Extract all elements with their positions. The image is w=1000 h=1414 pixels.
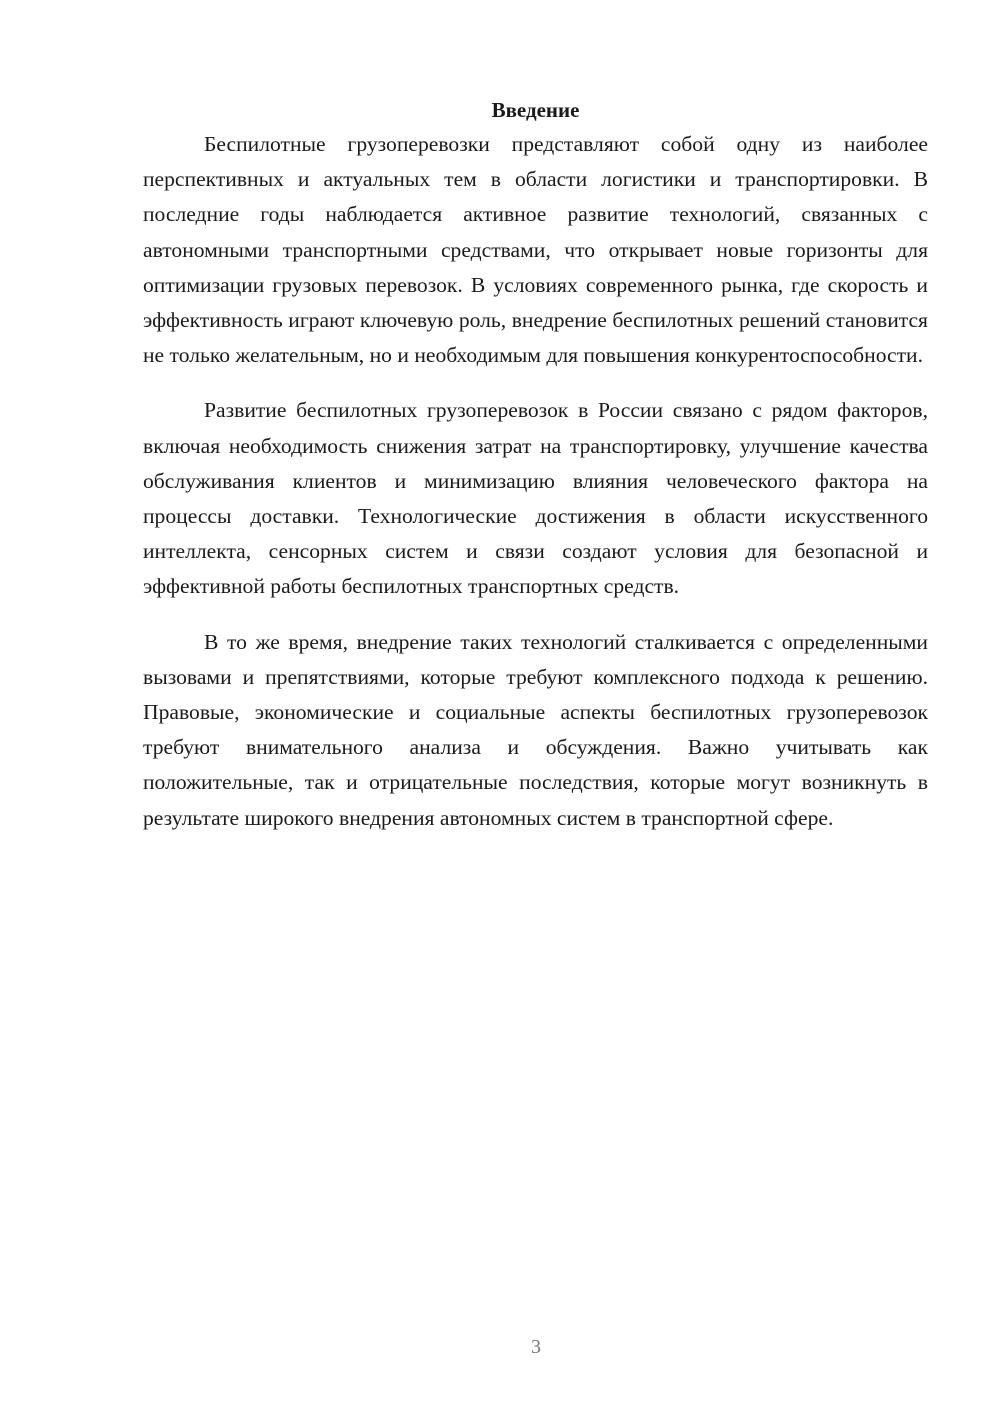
paragraph-1: Беспилотные грузоперевозки представляют собой одну из наиболее перспективных и актуальных тем в области логистики и транспортировки. В последние годы наблюдается активное развитие технологий, связанных с автономными транспортными средствами, что открывает новые горизонты для оптимизации грузовых перевозок. В условиях современного рынка, где скорость и эффективность играют ключевую роль, внедрение беспилотных решений становится не только желательным, но и необходимым для повышения конкурентоспособности.: [143, 132, 928, 368]
section-heading: Введение: [491, 98, 580, 122]
page-content: [143, 94, 928, 856]
paragraph-2: Развитие беспилотных грузоперевозок в России связано с рядом факторов, включая необходимость снижения затрат на транспортировку, улучшение качества обслуживания клиентов и минимизацию влияния человеческого фактора на процессы доставки. Технологические достижения в области искусственного интеллекта, сенсорных систем и связи создают условия для безопасной и эффективной работы беспилотных транспортных средств.: [143, 398, 928, 599]
page-number: 3: [531, 1336, 541, 1358]
paragraph-3: В то же время, внедрение таких технологий сталкивается с определенными вызовами и препятствиями, которые требуют комплексного подхода к решению. Правовые, экономические и социальные аспекты беспилотных грузоперевозок требуют внимательного анализа и обсуждения. Важно учитывать как положительные, так и отрицательные последствия, которые могут возникнуть в результате широкого внедрения автономных систем в транспортной сфере.: [143, 629, 928, 830]
